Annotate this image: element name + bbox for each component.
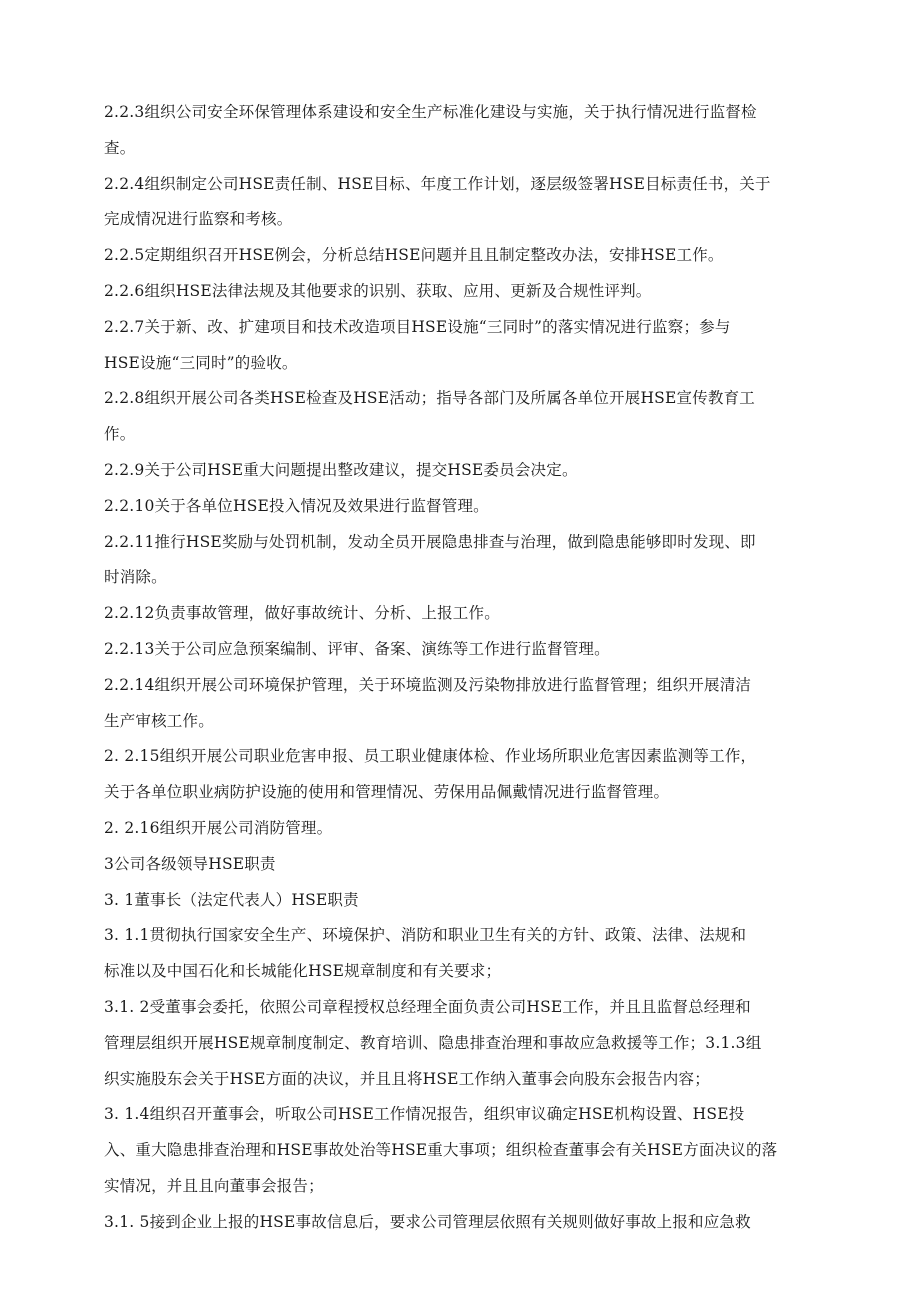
text-line: 2.2.9关于公司HSE重大问题提出整改建议，提交HSE委员会决定。 <box>104 461 578 479</box>
text-line: 作。 <box>104 425 136 443</box>
text-line: 2.2.5定期组织召开HSE例会，分析总结HSE问题并且且制定整改办法，安排HSE工作。 <box>104 246 724 264</box>
text-line: 管理层组织开展HSE规章制度制定、教育培训、隐患排查治理和事故应急救援等工作；3.1.3组 <box>104 1034 762 1052</box>
text-line: 入、重大隐患排查治理和HSE事故处治等HSE重大事项；组织检查董事会有关HSE方面决议的落 <box>104 1141 778 1159</box>
text-line: 2.2.10关于各单位HSE投入情况及效果进行监督管理。 <box>104 497 489 515</box>
text-line: 生产审核工作。 <box>104 712 214 730</box>
text-line: 织实施股东会关于HSE方面的决议，并且且将HSE工作纳入董事会向股东会报告内容； <box>104 1070 710 1088</box>
text-line: 3. 1.4组织召开董事会，听取公司HSE工作情况报告，组织审议确定HSE机构设置、HSE投 <box>104 1105 745 1123</box>
text-line: 2.2.14组织开展公司环境保护管理，关于环境监测及污染物排放进行监督管理；组织开展清洁 <box>104 676 752 694</box>
text-line: 3. 1.1贯彻执行国家安全生产、环境保护、消防和职业卫生有关的方针、政策、法律、法规和 <box>104 926 747 944</box>
text-line: 2.2.3组织公司安全环保管理体系建设和安全生产标准化建设与实施，关于执行情况进行监督检 <box>104 103 757 121</box>
section-heading: 3公司各级领导HSE职责 <box>104 855 276 873</box>
text-line: 2.2.8组织开展公司各类HSE检查及HSE活动；指导各部门及所属各单位开展HSE宣传教育工 <box>104 389 755 407</box>
text-line: 2.2.12负责事故管理，做好事故统计、分析、上报工作。 <box>104 604 500 622</box>
text-line: 2.2.13关于公司应急预案编制、评审、备案、演练等工作进行监督管理。 <box>104 640 610 658</box>
text-line: 查。 <box>104 139 136 157</box>
subsection-heading: 3. 1董事长（法定代表人）HSE职责 <box>104 891 359 909</box>
text-line: 3.1. 5接到企业上报的HSE事故信息后，要求公司管理层依照有关规则做好事故上报和应急救 <box>104 1213 751 1231</box>
text-line: 时消除。 <box>104 568 167 586</box>
text-line: 2.2.7关于新、改、扩建项目和技术改造项目HSE设施“三同时”的落实情况进行监察；参与 <box>104 318 731 336</box>
text-line: 2.2.11推行HSE奖励与处罚机制，发动全员开展隐患排查与治理，做到隐患能够即时发现、即 <box>104 533 756 551</box>
text-line: 完成情况进行监察和考核。 <box>104 210 293 228</box>
text-line: 2.2.4组织制定公司HSE责任制、HSE目标、年度工作计划，逐层级签署HSE目标责任书，关于 <box>104 175 771 193</box>
text-line: 2. 2.16组织开展公司消防管理。 <box>104 819 333 837</box>
text-line: 关于各单位职业病防护设施的使用和管理情况、劳保用品佩戴情况进行监督管理。 <box>104 783 670 801</box>
text-line: 3.1. 2受董事会委托，依照公司章程授权总经理全面负责公司HSE工作，并且且监督总经理和 <box>104 998 751 1016</box>
text-line: HSE设施“三同时”的验收。 <box>104 354 298 372</box>
text-line: 实情况，并且且向董事会报告； <box>104 1177 324 1195</box>
text-line: 2.2.6组织HSE法律法规及其他要求的识别、获取、应用、更新及合规性评判。 <box>104 282 652 300</box>
text-line: 2. 2.15组织开展公司职业危害申报、员工职业健康体检、作业场所职业危害因素监测等工作， <box>104 747 757 765</box>
text-line: 标准以及中国石化和长城能化HSE规章制度和有关要求； <box>104 962 502 980</box>
